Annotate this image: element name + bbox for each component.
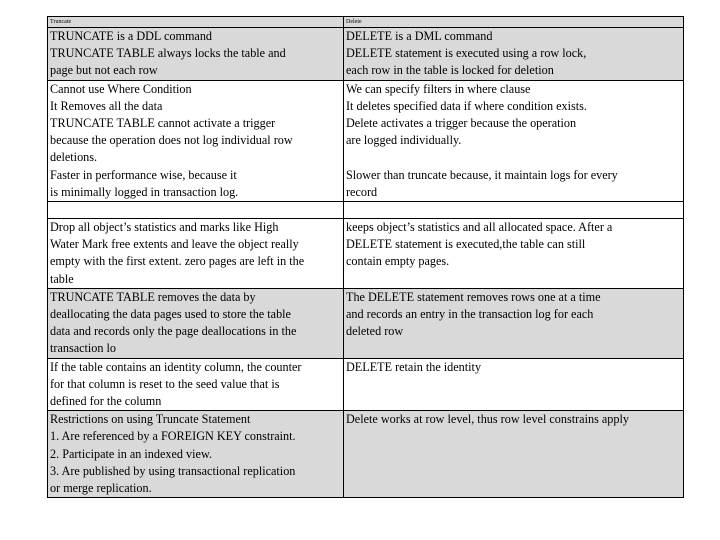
delete-cell: DELETE retain the identity: [346, 359, 482, 374]
delete-cell: The DELETE statement removes rows one at a time and records an entry in the transaction log for each deleted row: [346, 289, 601, 339]
header-truncate: Truncate: [48, 17, 344, 27]
delete-cell: We can specify filters in where clause It deletes specified data if where condition exists. Delete activates a trigger because the operation are logged individually. Slower than truncate because, it maintain logs for every record: [346, 81, 618, 199]
table-row: [48, 27, 683, 80]
truncate-cell: Restrictions on using Truncate Statement 1. Are referenced by a FOREIGN KEY constraint. 2. Participate in an indexed view. 3. Are published by using transactional replication or merge replication.: [48, 411, 344, 497]
table-header-row: [48, 17, 683, 27]
truncate-cell: Cannot use Where Condition It Removes all the data TRUNCATE TABLE cannot activate a trigger because the operation does not log individual row deletions. Faster in performance wise, because it is minimally logged in transaction log.: [48, 81, 344, 201]
table-row-blank: [48, 201, 683, 218]
delete-cell: keeps object’s statistics and all allocated space. After a DELETE statement is executed,the table can still contain empty pages.: [346, 220, 613, 269]
delete-cell: Delete works at row level, thus row level constrains apply: [346, 412, 629, 427]
truncate-cell: [48, 202, 344, 218]
table-row: [48, 80, 683, 201]
truncate-cell: If the table contains an identity column, the counter for that column is reset to the seed value that is defined for the column: [48, 359, 344, 411]
truncate-cell: Drop all object’s statistics and marks like High Water Mark free extents and leave the object really empty with the first extent. zero pages are left in the table: [48, 219, 344, 288]
header-delete: Delete: [346, 19, 362, 25]
table-row: [48, 288, 683, 358]
table-row: [48, 218, 683, 288]
truncate-cell: TRUNCATE TABLE removes the data by deallocating the data pages used to store the table data and records only the page deallocations in the transaction lo: [48, 289, 344, 358]
table-row: [48, 358, 683, 411]
truncate-cell: TRUNCATE is a DDL command TRUNCATE TABLE always locks the table and page but not each row: [48, 28, 344, 80]
delete-cell: DELETE is a DML command DELETE statement is executed using a row lock, each row in the table is locked for deletion: [346, 29, 587, 78]
delete-cell: [344, 202, 683, 218]
table-row: [48, 410, 683, 497]
comparison-table: [47, 16, 684, 498]
